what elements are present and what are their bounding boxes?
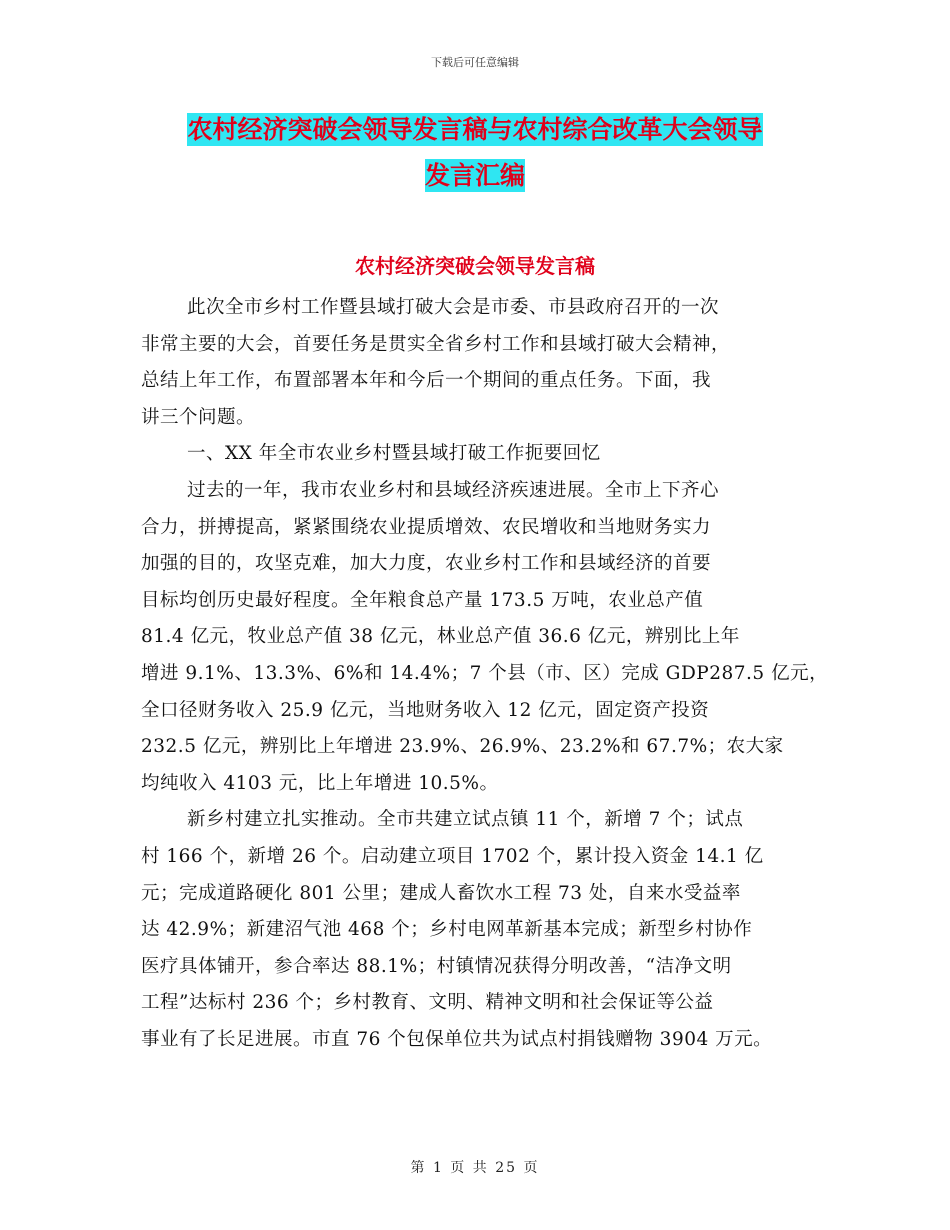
paragraph-line: 工程”达标村 236 个；乡村教育、文明、精神文明和社会保证等公益 [141, 992, 714, 1014]
paragraph-line: 医疗具体铺开，参合率达 88.1%；村镇情况获得分明改善，“洁净文明 [141, 955, 732, 977]
paragraph-line: 增进 9.1%、13.3%、6%和 14.4%；7 个县（市、区）完成 GDP287.5 亿元， [141, 662, 829, 684]
paragraph-line: 此次全市乡村工作暨县域打破大会是市委、市县政府召开的一次 [187, 297, 720, 318]
paragraph-line: 达 42.9%；新建沼气池 468 个；乡村电网革新基本完成；新型乡村协作 [141, 919, 753, 941]
section-heading: 一、XX 年全市农业乡村暨县域打破工作扼要回忆 [187, 443, 601, 465]
paragraph-line: 合力，拼搏提高，紧紧围绕农业提质增效、农民增收和当地财务实力 [141, 516, 712, 538]
paragraph-line: 村 166 个，新增 26 个。启动建立项目 1702 个，累计投入资金 14.1 亿 [141, 845, 764, 867]
paragraph-line: 加强的目的，攻坚克难，加大力度，农业乡村工作和县域经济的首要 [141, 553, 712, 575]
document-title-line-1 [0, 111, 950, 149]
page-number: 第 1 页 共 25 页 [410, 1160, 540, 1176]
paragraph-line: 讲三个问题。 [141, 406, 256, 428]
body-text [141, 290, 829, 1058]
header-note: 下载后可任意编辑 [431, 56, 519, 69]
paragraph-line: 事业有了长足进展。市直 76 个包保单位共为试点村捐钱赠物 3904 万元。 [141, 1028, 773, 1050]
paragraph-line: 新乡村建立扎实推动。全市共建立试点镇 11 个，新增 7 个；试点 [187, 809, 744, 831]
paragraph-line: 过去的一年，我市农业乡村和县域经济疾速进展。全市上下齐心 [187, 479, 720, 501]
section-title: 农村经济突破会领导发言稿 [355, 254, 595, 278]
title-highlight-1: 农村经济突破会领导发言稿与农村综合改革大会领导 [187, 115, 763, 144]
paragraph-line: 非常主要的大会，首要任务是贯实全省乡村工作和县域打破大会精神， [141, 333, 731, 355]
paragraph-line: 目标均创历史最好程度。全年粮食总产量 173.5 万吨，农业总产值 [141, 589, 704, 611]
paragraph-line: 均纯收入 4103 元，比上年增进 10.5%。 [141, 772, 499, 794]
title-highlight-2: 发言汇编 [424, 161, 525, 190]
paragraph-line: 元；完成道路硬化 801 公里；建成人畜饮水工程 73 处，自来水受益率 [141, 882, 741, 904]
paragraph-line: 232.5 亿元，辨别比上年增进 23.9%、26.9%、23.2%和 67.7%；农大家 [141, 736, 784, 758]
paragraph-line: 总结上年工作，布置部署本年和今后一个期间的重点任务。下面，我 [141, 370, 712, 392]
paragraph-line: 全口径财务收入 25.9 亿元，当地财务收入 12 亿元，固定资产投资 [141, 699, 710, 721]
document-title-line-2 [0, 157, 950, 195]
paragraph-line: 81.4 亿元，牧业总产值 38 亿元，林业总产值 36.6 亿元，辨别比上年 [141, 626, 740, 648]
